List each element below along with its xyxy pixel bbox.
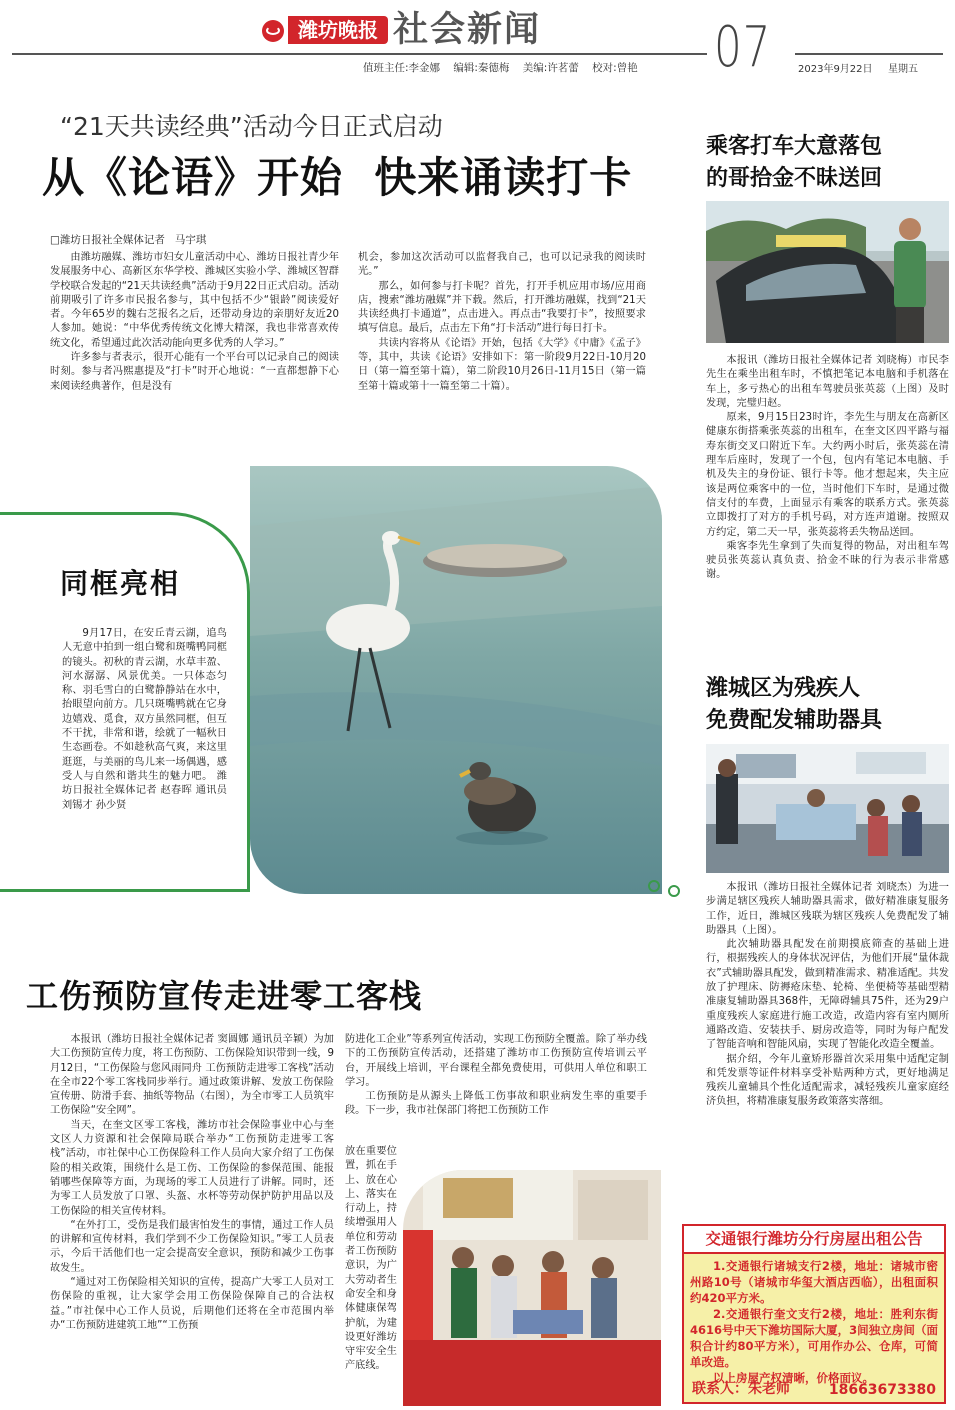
taxi-para-3: 乘客李先生拿到了失而复得的物品，对出租车驾驶员张英蕊认真负责、拾金不昧的行为表示非常感谢。 xyxy=(706,540,949,581)
masthead-rule-right xyxy=(795,53,943,55)
feature-deco-dot xyxy=(668,885,680,897)
lead-col-1 xyxy=(50,251,339,444)
feature-title: 同框亮相 xyxy=(60,567,181,600)
taxi-headline-l2: 的哥拾金不昧送回 xyxy=(706,166,883,191)
ad-item-2: 2.交通银行奎文支行2楼，地址：胜利东街4616号中天下潍坊国际大厦，3间独立房间（面积合计约80平方米），可用作办公、仓库，可简单改造。 xyxy=(690,1307,938,1369)
bottom-col1-para-1: 本报讯（潍坊日报社全媒体记者 窦圆娜 通讯员辛颖）为加大工伤预防宣传力度，将工伤预防、工伤保险知识带到一线，9月12日，“工伤保险与您风雨同舟 工伤预防走进零工客栈”活动在全市22个零工客栈同步举行。通过政策讲解、发放工伤保险宣传册、防滑手套、抽纸等物品（右图），为全市零工人员筑牢工伤保险“安全网”。 xyxy=(50,1034,334,1117)
disability-headline-l1: 潍城区为残疾人 xyxy=(706,676,861,701)
bottom-col-2-top xyxy=(345,1033,647,1143)
ad-phone: 18663673380 xyxy=(828,1382,936,1398)
bottom-col2-para-2: 工伤预防是从源头上降低工伤事故和职业病发生率的重要手段。下一步，我市社保部门将把工伤预防工作 xyxy=(345,1091,647,1117)
ad-item-1: 1.交通银行诸城支行2楼，地址：诸城市密州路10号（诸城市华玺大酒店西临），出租面积约420平方米。 xyxy=(690,1259,938,1305)
taxi-para-1: 本报讯（潍坊日报社全媒体记者 刘晓梅）市民李先生在乘坐出租车时，不慎把笔记本电脑和手机落在车上，多亏热心的出租车驾驶员张英蕊（上图）及时发现，完璧归赵。 xyxy=(706,355,949,409)
disability-para-1: 本报讯（潍坊日报社全媒体记者 刘晓杰）为进一步满足辖区残疾人辅助器具需求，做好精准康复服务工作，近日，潍城区残联为辖区残疾人免费配发了辅助器具（上图）。 xyxy=(706,882,949,936)
egret-duck-photo xyxy=(250,466,662,894)
disability-para-2: 此次辅助器具配发在前期摸底筛查的基础上进行，根据残疾人的身体状况评估，为他们开展“量体裁衣”式辅助器具配发，做到精准需求、精准适配。共发放了护理床、防褥疮床垫、轮椅、坐便椅等基础型精准康复辅助器具368件，无障碍辅具75件，还为29户重度残疾人家庭进行施工改造，改造内容有室内厕所通路改造、安装扶手、厨房改造等，同时为每户配发了智能音响和智能风扇，实现了智能化改造全覆盖。 xyxy=(706,939,949,1051)
masthead-credits: 值班主任:李金娜 编辑:秦德梅 美编:许茗蕾 校对:曾艳 xyxy=(363,62,638,74)
issue-date: 2023年9月22日 xyxy=(798,64,873,75)
bottom-col1-para-4: “通过对工伤保险相关知识的宣传，提高广大零工人员对工伤保险的重视，让大家学会用工伤保险保障自己的合法权益。”市社保中心工作人员说，后期他们还将在全市范围内举办“工伤预防进建筑工地”“工伤预 xyxy=(50,1277,334,1331)
disability-body xyxy=(706,881,949,1211)
workers-insurance-photo xyxy=(403,1170,661,1406)
disability-aid-photo xyxy=(706,744,949,873)
taxi-headline-l1: 乘客打车大意落包 xyxy=(706,134,883,159)
bottom-col-2-flow: 放在重要位置，抓在手上、放在心上、落实在行动上，持续增强用人单位和劳动者工伤预防意识，为广大劳动者生命安全和身体健康保驾护航，为建设更好潍坊守牢安全生产底线。 xyxy=(345,1146,397,1372)
feature-text: 9月17日，在安丘青云湖，追鸟人无意中拍到一组白鹭和斑嘴鸭同框的镜头。初秋的青云湖，水草丰盈、河水潺潺、风景优美。一只体态匀称、羽毛雪白的白鹭静静站在水中，抬眼望向前方。几只斑嘴鸭就在它身边嬉戏、觅食，双方虽然同框，但互不干扰，非常和谐，绘就了一幅秋日生态画卷。不如趁秋高气爽，来这里逛逛，与美丽的鸟儿来一场偶遇，感受人与自然和谐共生的魅力吧。 潍坊日报社全媒体记者 赵春晖 通讯员 刘锡才 孙少贤 xyxy=(62,628,227,811)
lead-col-2 xyxy=(358,251,646,444)
lead-headline: 从《论语》开始 快来诵读打卡 xyxy=(42,153,633,202)
lead-col2-para-1: 机会，参加这次活动可以监督我自己，也可以记录我的阅读时光。” xyxy=(358,252,646,278)
ad-title: 交通银行潍坊分行房屋出租公告 xyxy=(684,1226,944,1254)
disability-para-3: 据介绍，今年儿童矫形器首次采用集中适配定制和凭发票等证件材料享受补贴两种方式，更好地满足残疾儿童辅具个性化适配需求，减轻残疾儿童家庭经济负担，将精准康复服务政策落实落细。 xyxy=(706,1053,949,1108)
feature-deco-dot xyxy=(648,880,660,892)
bottom-col1-para-2: 当天，在奎文区零工客栈，潍坊市社会保险事业中心与奎文区人力资源和社会保障局联合举办“工伤预防走进零工客栈”活动，市社保中心工伤保险科工作人员向大家介绍了工伤保险的相关政策，围绕什么是工伤、工伤保险的参保范围、能报销哪些保障等方面，为现场的零工人员进行了讲解。同时，还为零工人员发放了口罩、头盔、水杯等劳动保护防护用品以及工伤保险的相关宣传材料。 xyxy=(50,1119,334,1217)
ad-item-3: 以上房屋产权清晰，价格面议。 xyxy=(713,1371,874,1385)
taxi-para-2: 原来，9月15日23时许，李先生与朋友在高新区健康东街搭乘张英蕊的出租车，在奎文区四平路与福寿东街交叉口附近下车。大约两小时后，张英蕊在清理车后座时，发现了一个包，包内有笔记本电脑、手机及失主的身份证、银行卡等。他才想起来，失主应该是两位乘客中的一位，当时他们下车时，是通过微信支付的车费，上面显示有乘客的联系方式。张英蕊立即拨打了对方的手机号码，对方连声道谢。按照双方约定，第二天一早，张英蕊将丢失物品送回。 xyxy=(706,412,949,538)
section-title: 社会新闻 xyxy=(393,9,542,50)
lead-col2-para-2: 那么，如何参与打卡呢？首先，打开手机应用市场/应用商店，搜索“潍坊融媒”并下载。然后，打开潍坊融媒，找到“21天共读经典打卡通道”，点击进入。再点击“我要打卡”，按照要求填写信息。最后，点击左下角“打卡活动”进行每日打卡。 xyxy=(358,280,646,335)
lead-col1-para-2: 许多参与者表示，很开心能有一个平台可以记录自己的阅读时刻。参与者冯熙惠提及“打卡”时开心地说：“一直都想静下心来阅读经典著作，但是没有 xyxy=(50,352,339,392)
taxi-driver-photo xyxy=(706,201,949,343)
bottom-col1-para-3: “在外打工，受伤是我们最害怕发生的事情，通过工作人员的讲解和宣传材料，我们学到不少工伤保险知识。”零工人员表示，今后干活他们也一定会提高安全意识，预防和减少工伤事故发生。 xyxy=(50,1219,334,1274)
lead-col2-para-3: 共读内容将从《论语》开始，包括《大学》《中庸》《孟子》等，其中，共读《论语》安排如下：第一阶段9月22日-10月20日（第一篇至第十篇），第二阶段10月26日-11月15日（第一篇至第十篇或第十一篇至第二十篇）。 xyxy=(358,337,646,392)
masthead-rule xyxy=(12,53,707,55)
ad-contact: 联系人：朱老师 xyxy=(692,1381,790,1397)
bottom-col2-para-1: 防进化工企业”等系列宣传活动，实现工伤预防全覆盖。除了举办线下的工伤预防宣传活动，还搭建了潍坊市工伤预防宣传培训云平台，开展线上培训，平台课程全都免费使用，可供用人单位和职工学习。 xyxy=(345,1034,647,1088)
taxi-body xyxy=(706,354,949,636)
paper-name: 潍坊晚报 xyxy=(288,16,388,44)
bottom-headline: 工伤预防宣传走进零工客栈 xyxy=(26,977,423,1015)
issue-weekday: 星期五 xyxy=(888,64,918,75)
paper-logo-swoosh xyxy=(266,26,280,35)
lead-kicker: “21天共读经典”活动今日正式启动 xyxy=(60,112,443,141)
lead-byline: □潍坊日报社全媒体记者 马宇琪 xyxy=(50,234,207,246)
lead-col1-para-1: 由潍坊融媒、潍坊市妇女儿童活动中心、潍坊日报社青少年发展服务中心、高新区东华学校、潍城区实验小学、潍城区智群学校联合发起的“21天共读经典”活动于9月22日正式启动。活动前期吸引了许多市民报名参与，其中包括不少“银龄”阅读爱好者。今年65岁的魏右芝报名之后，还带动身边的亲朋好友近20人参加。她说：“中华优秀传统文化博大精深，我也非常喜欢传统文化，希望通过此次活动能向更多优秀的人学习。” xyxy=(50,252,339,349)
page-number: 07 xyxy=(714,15,772,80)
bottom-col-1 xyxy=(50,1033,334,1395)
rental-ad xyxy=(682,1224,946,1404)
disability-headline-l2: 免费配发辅助器具 xyxy=(706,708,883,733)
